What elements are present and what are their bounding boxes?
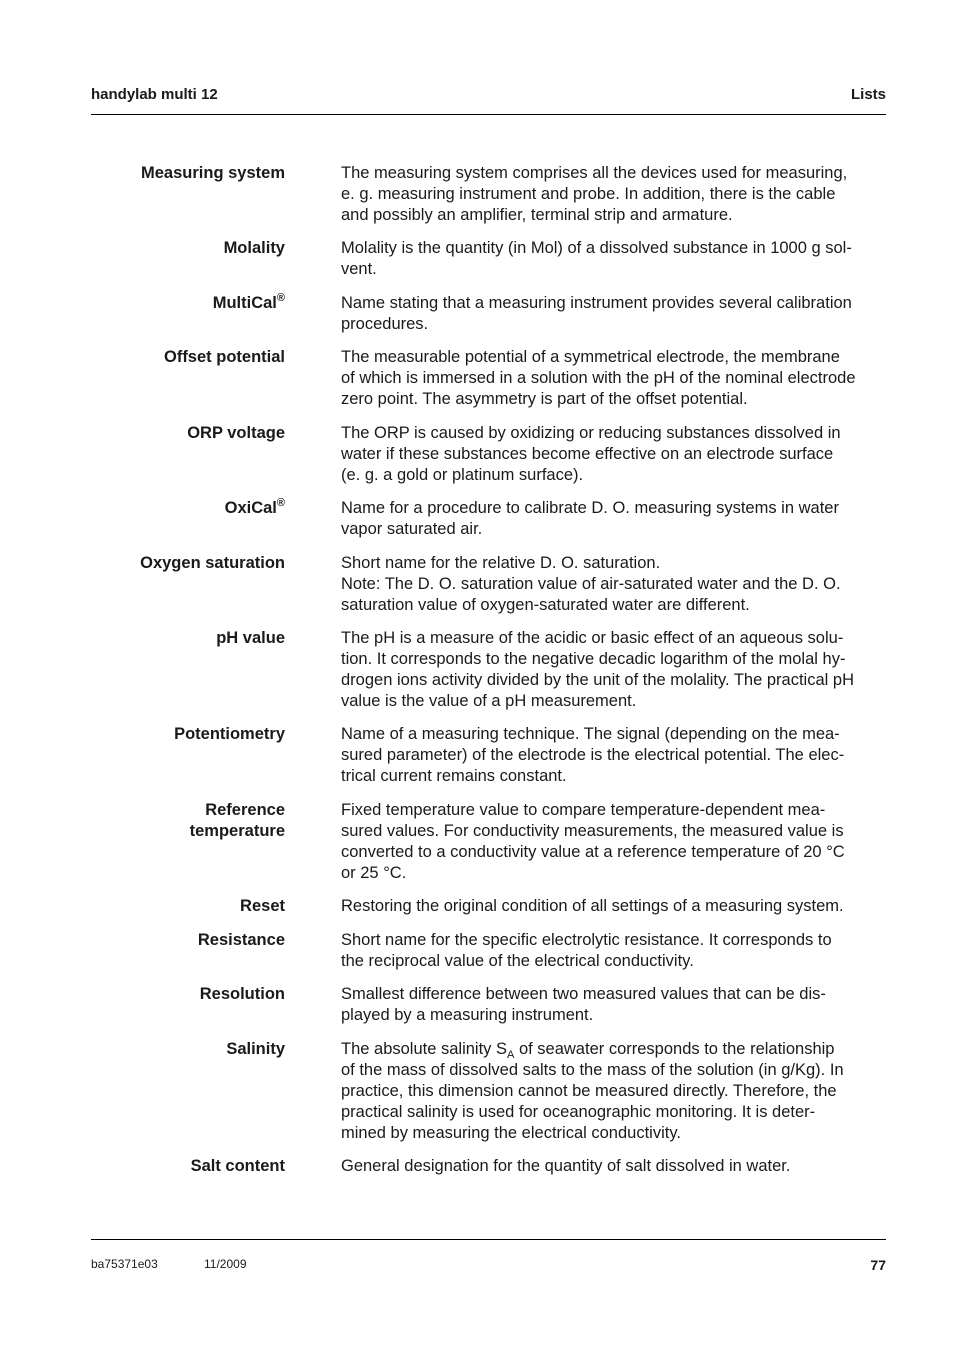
glossary-entry (91, 347, 886, 410)
glossary-entry (91, 553, 886, 616)
glossary-entry (91, 423, 886, 486)
page-header (91, 86, 886, 106)
glossary-definition: Short name for the specific electrolytic resistance. It corresponds to the reciprocal value of the electrical conductivity. (341, 931, 832, 970)
glossary-entry (91, 930, 886, 972)
glossary-definition: Molality is the quantity (in Mol) of a dissolved substance in 1000 g sol- vent. (341, 239, 852, 278)
glossary-definition: Restoring the original condition of all settings of a measuring system. (341, 897, 844, 915)
glossary-term: Potentiometry (174, 725, 285, 743)
glossary-term: Reference temperature (189, 801, 285, 840)
glossary-entry (91, 1039, 886, 1144)
glossary-entry (91, 1156, 886, 1177)
glossary-definition: The ORP is caused by oxidizing or reducing substances dissolved in water if these substances become effective on an electrode surface (e. g. a gold or platinum surface). (341, 424, 841, 484)
glossary-definition: The pH is a measure of the acidic or basic effect of an aqueous solu- tion. It corresponds to the negative decadic logarithm of the molal hy- drogen ions activity divided by the unit of the molality. The practical pH value is the value of a pH measurement. (341, 629, 854, 710)
glossary-term: Reset (240, 897, 285, 915)
glossary-term: Resistance (197, 931, 285, 949)
glossary-entry (91, 724, 886, 787)
glossary-term: Salt content (190, 1157, 285, 1175)
glossary-term: Offset potential (163, 348, 285, 366)
glossary-term: Oxygen saturation (140, 554, 285, 572)
registered-mark: ® (276, 292, 285, 304)
glossary-definition: The absolute salinity $S_A$ of seawater corresponds to the relationship of the mass of dissolved salts to the mass of the solution (in g/Kg). In practice, this dimension cannot be measured directly. Therefore, the practical salinity is used for oceanographic monitoring. It is deter- mined by measuring the electrical conductivity. (341, 1040, 844, 1142)
registered-mark: ® (276, 497, 285, 509)
glossary-definition: The measurable potential of a symmetrical electrode, the membrane of which is immersed in a solution with the pH of the nominal electrode zero point. The asymmetry is part of the offset potential. (341, 348, 856, 408)
document-date: 11/2009 (204, 1257, 247, 1271)
glossary-list (91, 163, 886, 1177)
glossary-term: Resolution (199, 985, 285, 1003)
glossary-definition: General designation for the quantity of salt dissolved in water. (341, 1157, 791, 1175)
glossary-term: MultiCal® (212, 292, 285, 312)
glossary-definition: Short name for the relative D. O. saturation. Note: The D. O. saturation value of air-saturated water and the D. O. saturation value of oxygen-saturated water are different. (341, 554, 841, 614)
glossary-definition: Fixed temperature value to compare temperature-dependent mea- sured values. For conductivity measurements, the measured value is converted to a conductivity value at a reference temperature of 20 °C or 25 °C. (341, 801, 845, 882)
glossary-entry (91, 293, 886, 335)
glossary-definition: Name for a procedure to calibrate D. O. measuring systems in water vapor saturated air. (341, 499, 839, 538)
manual-title: handylab multi 12 (91, 86, 218, 103)
glossary-term: pH value (216, 629, 285, 647)
subscript: A (507, 1049, 515, 1061)
glossary-entry (91, 498, 886, 540)
glossary-term: OxiCal® (224, 497, 285, 517)
glossary-term: Salinity (226, 1040, 285, 1058)
section-title: Lists (850, 86, 886, 103)
glossary-definition: Name of a measuring technique. The signal (depending on the mea- sured parameter) of the electrode is the electrical potential. The elec- trical current remains constant. (341, 725, 845, 785)
glossary-entry (91, 238, 886, 280)
glossary-definition: Smallest difference between two measured values that can be dis- played by a measuring instrument. (341, 985, 826, 1024)
glossary-term: Measuring system (141, 164, 285, 182)
glossary-entry (91, 800, 886, 884)
glossary-entry (91, 628, 886, 712)
page-number: 77 (870, 1257, 886, 1273)
glossary-term: ORP voltage (187, 424, 285, 442)
document-id: ba75371e03 (91, 1257, 158, 1271)
glossary-term: Molality (223, 239, 285, 257)
header-divider (91, 114, 886, 115)
page-footer (91, 1257, 886, 1277)
glossary-definition: The measuring system comprises all the devices used for measuring, e. g. measuring instrument and probe. In addition, there is the cable and possibly an amplifier, terminal strip and armature. (341, 164, 848, 224)
glossary-entry (91, 163, 886, 226)
glossary-definition: Name stating that a measuring instrument provides several calibration procedures. (341, 294, 852, 333)
footer-divider (91, 1239, 886, 1240)
glossary-entry (91, 896, 886, 917)
glossary-entry (91, 984, 886, 1026)
